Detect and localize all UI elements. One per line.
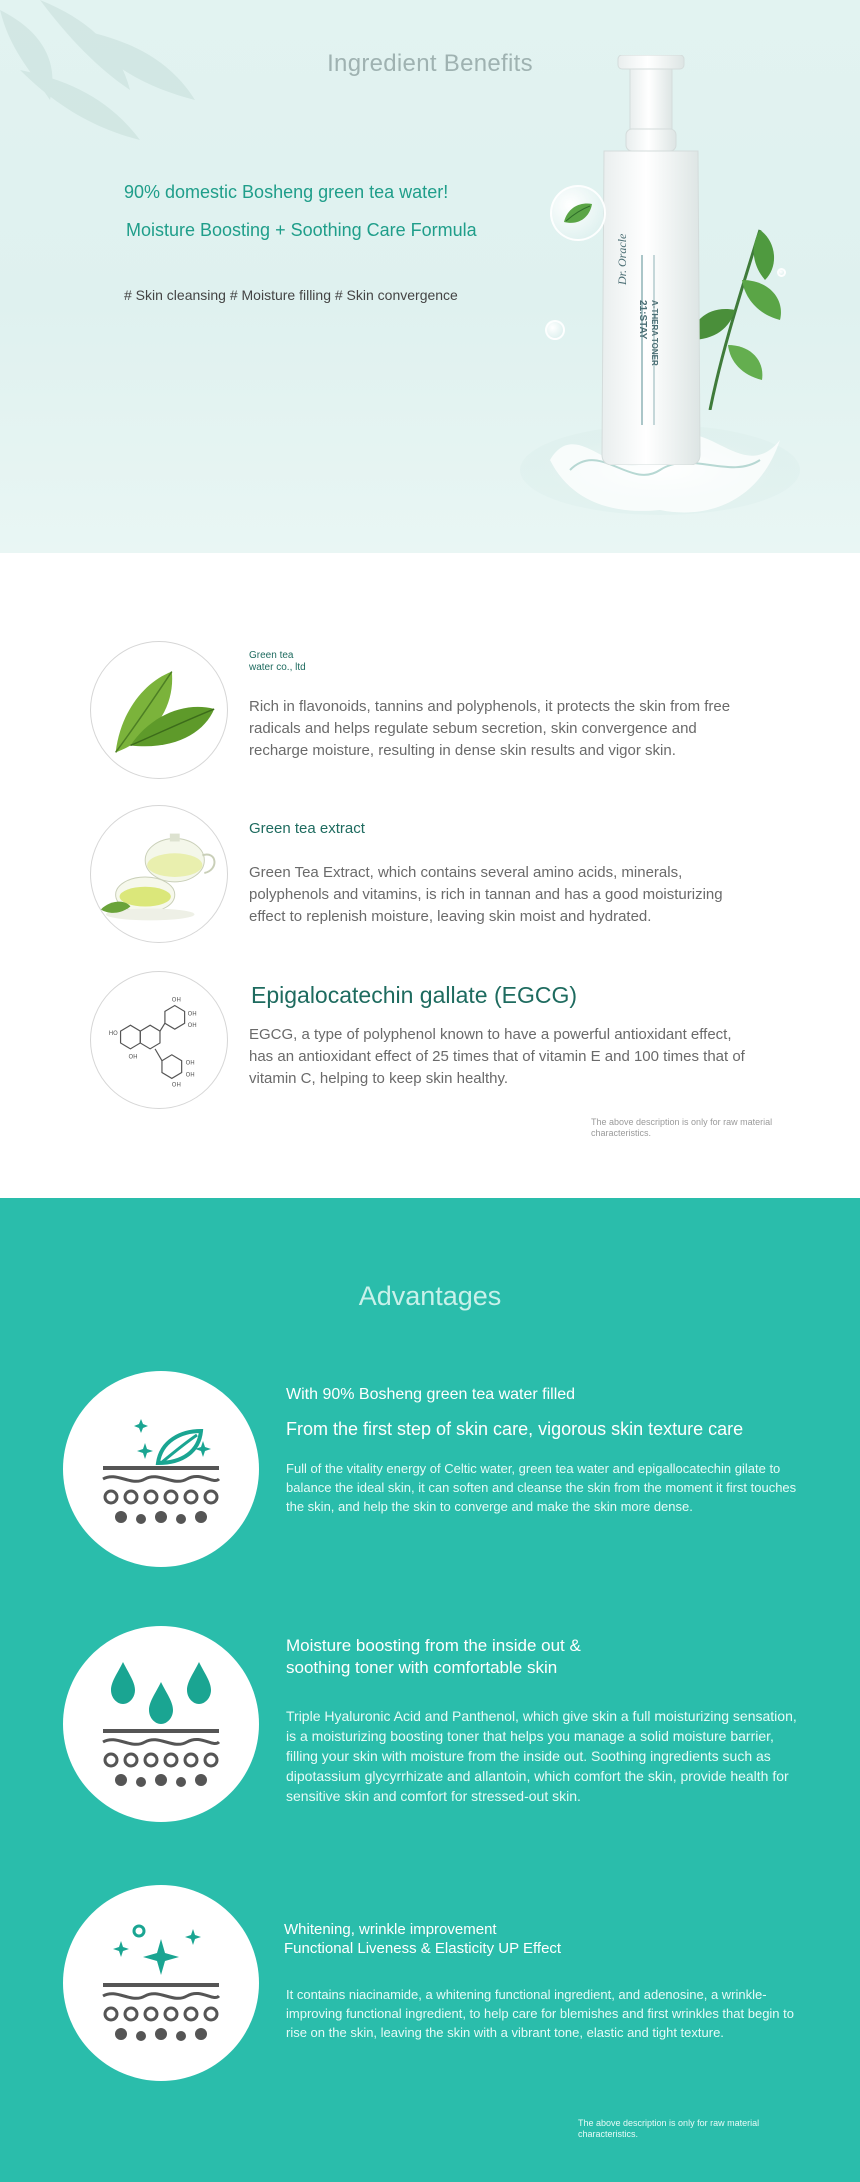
leaf-skin-layers-icon: [63, 1371, 259, 1567]
svg-text:OH: OH: [185, 1072, 195, 1079]
bubble-leaf-icon: [560, 196, 596, 232]
advantages-title: Advantages: [358, 1281, 502, 1311]
ingredient-description: EGCG, a type of polyphenol known to have a powerful antioxidant effect, has an antioxidant effect of 25 times that of vitamin E and 100 times that of vitamin C, helping to keep skin healthy.: [249, 1026, 745, 1087]
svg-text:OH: OH: [187, 1011, 197, 1018]
svg-text:OH: OH: [171, 1082, 181, 1089]
ingredient-title: Green tea water co., ltd: [249, 650, 306, 673]
ingredient-list: [0, 553, 860, 1198]
svg-text:OH: OH: [187, 1023, 197, 1030]
hero-headline: 90% domestic Bosheng green tea water!: [124, 182, 449, 202]
sparkle-skin-layers-icon: [63, 1885, 259, 2081]
advantages-section: [0, 1198, 860, 2182]
advantage-description: Full of the vitality energy of Celtic water, green tea water and epigallocatechin gilate to balance the ideal skin, it can soften and cleanse the skin from the moment it first touches the skin, and help the skin to converge and make the skin more dense.: [286, 1461, 797, 1514]
hero-tags: # Skin cleansing # Moisture filling # Skin convergence: [124, 287, 458, 303]
raw-material-note: The above description is only for raw material characteristics.: [591, 1117, 773, 1138]
ingredient-title: Epigalocatechin gallate (EGCG): [251, 982, 577, 1008]
green-tea-leaf-icon: [90, 641, 228, 779]
bubble-decoration: [777, 268, 786, 277]
ingredient-description: Rich in flavonoids, tannins and polyphenols, it protects the skin from free radicals and helps regulate sebum secretion, skin convergence and recharge moisture, resulting in dense skin results and vigor skin.: [249, 698, 731, 759]
hero-banner: [0, 0, 860, 553]
bottle-product-label: A-THERA TONER: [650, 300, 659, 366]
water-drops-skin-layers-icon: [63, 1626, 259, 1822]
advantage-heading: Whitening, wrinkle improvement Functional Liveness & Elasticity UP Effect: [284, 1921, 562, 1957]
advantage-subtitle: With 90% Bosheng green tea water filled: [286, 1386, 576, 1403]
ingredient-title: Green tea extract: [249, 820, 365, 837]
bottle-brand-label: Dr. Oracle: [615, 233, 629, 285]
advantage-heading: From the first step of skin care, vigorous skin texture care: [286, 1419, 744, 1439]
advantage-description: Triple Hyaluronic Acid and Panthenol, which give skin a full moisturizing sensation, is a moisturizing boosting toner that helps you manage a solid moisture barrier, filling your skin with moisture from the inside out. Soothing ingredients such as dipotassium glycyrrhizate and allantoin, which comfort the skin, provide health for sensitive skin and comfort for stressed-out skin.: [286, 1708, 797, 1804]
svg-text:HO: HO: [108, 1031, 118, 1038]
hero-title: Ingredient Benefits: [327, 50, 533, 77]
svg-text:OH: OH: [171, 997, 181, 1004]
ingredient-description: Green Tea Extract, which contains several amino acids, minerals, polyphenols and vitamins, is rich in tannan and has a good moisturizing effect to replenish moisture, leaving skin moist and hydrated.: [249, 864, 723, 925]
leaf-shadow-decoration: [0, 0, 210, 160]
hero-subheadline: Moisture Boosting + Soothing Care Formula: [126, 220, 477, 240]
advantage-item: [286, 1384, 806, 1516]
advantage-item: [284, 1920, 804, 2042]
svg-text:OH: OH: [185, 1060, 195, 1067]
raw-material-note: The above description is only for raw material characteristics.: [578, 2118, 760, 2139]
advantage-item: [286, 1635, 806, 1806]
molecule-structure-icon: [90, 971, 228, 1109]
svg-text:OH: OH: [128, 1054, 138, 1061]
bubble-decoration: [545, 320, 565, 340]
tea-pot-icon: [90, 805, 228, 943]
advantage-heading: Moisture boosting from the inside out & soothing toner with comfortable skin: [286, 1636, 581, 1677]
bottle-series-label: 21:STAY: [637, 300, 648, 340]
toner-bottle-image: [596, 55, 706, 465]
advantage-description: It contains niacinamide, a whitening functional ingredient, and adenosine, a wrinkle-improving functional ingredient, to help care for blemishes and first wrinkles that begin to rise on the skin, leaving the skin with a vibrant tone, elastic and tight texture.: [286, 1987, 794, 2040]
